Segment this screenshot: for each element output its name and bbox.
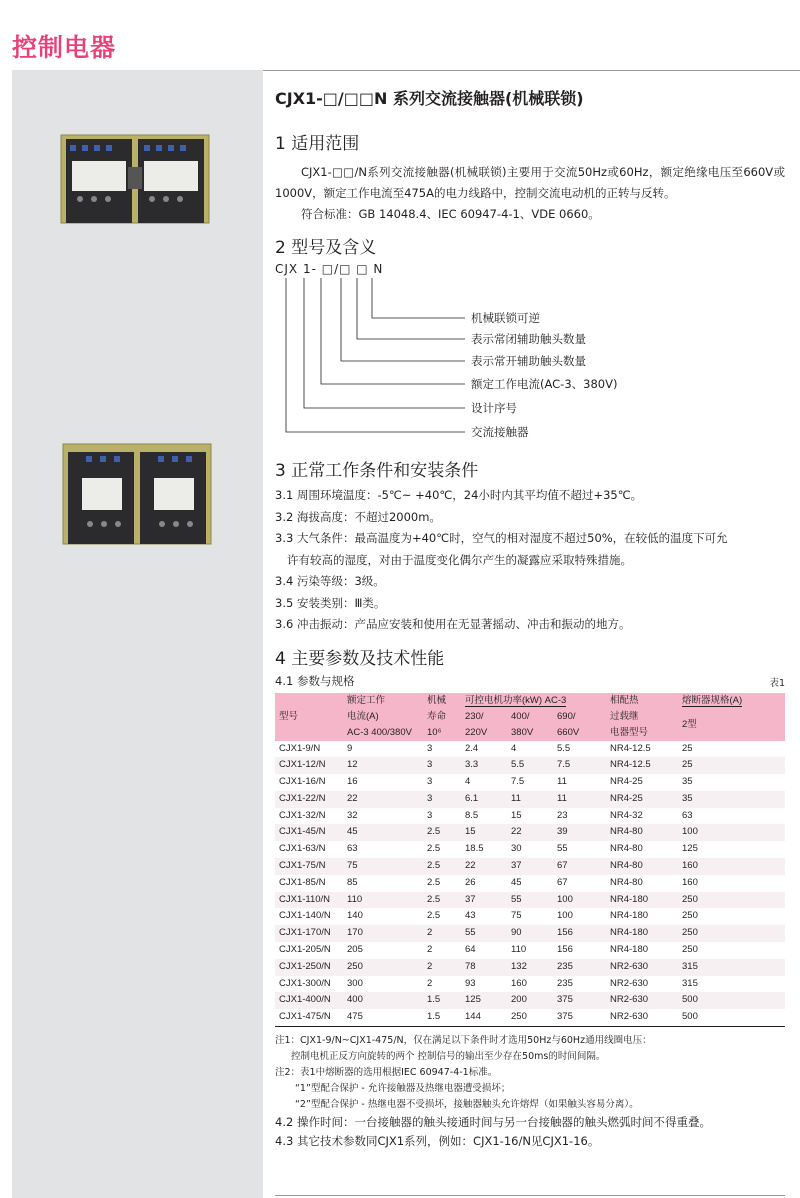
table-row <box>275 791 785 808</box>
cell-model: CJX1-85/N <box>279 876 326 888</box>
cell-current: 12 <box>343 757 423 774</box>
cell-fuse: 35 <box>682 776 693 788</box>
section-3-heading: 3 正常工作条件和安装条件 <box>275 461 479 481</box>
cell-p230: 55 <box>461 925 507 942</box>
legend-label-design-serial: 设计序号 <box>471 401 517 415</box>
cell-p230: 8.5 <box>465 809 479 821</box>
table-row <box>275 741 785 758</box>
cell-relay: NR4-80 <box>606 824 678 841</box>
cell-life: 1.5 <box>423 992 461 1009</box>
note-line: 注2：表1中熔断器的选用根据IEC 60947-4-1标准。 <box>275 1067 498 1079</box>
cell-fuse: 160 <box>682 876 698 888</box>
cell-fuse: 25 <box>678 757 785 774</box>
cell-p230: 78 <box>461 959 507 976</box>
cell-current: 32 <box>347 809 358 821</box>
cell-p400: 7.5 <box>511 776 525 788</box>
cell-p400: 132 <box>507 959 553 976</box>
table-row <box>275 959 785 976</box>
cell-model: CJX1-75/N <box>275 858 343 875</box>
cell-p690: 67 <box>557 876 568 888</box>
notes-block <box>275 1033 785 1113</box>
table-row <box>275 858 785 875</box>
page-category-title: 控制电器 <box>12 33 117 62</box>
cell-p690: 375 <box>553 1009 606 1026</box>
cell-p690: 156 <box>557 944 573 956</box>
cell-fuse: 25 <box>682 742 693 754</box>
cell-current: 16 <box>347 776 358 788</box>
section-1-heading: 1 适用范围 <box>275 134 360 154</box>
condition-item: 3.2 海拔高度：不超过2000m。 <box>275 509 441 524</box>
cell-fuse: 250 <box>678 925 785 942</box>
table-row <box>275 824 785 841</box>
cell-model: CJX1-300/N <box>279 977 331 989</box>
top-divider <box>263 70 800 71</box>
cell-relay: NR4-25 <box>610 776 643 788</box>
cell-relay: NR4-80 <box>606 858 678 875</box>
cell-p400: 160 <box>511 977 527 989</box>
cell-current: 475 <box>343 1009 423 1026</box>
product-photo-contactor-1 <box>58 127 212 229</box>
cell-model: CJX1-63/N <box>279 843 326 855</box>
cell-p690: 5.5 <box>557 742 571 754</box>
cell-p690: 235 <box>553 959 606 976</box>
cell-current: 205 <box>347 944 363 956</box>
table-row <box>275 942 785 959</box>
col-header-p400: 400/ <box>507 709 553 725</box>
cell-life: 2.5 <box>423 824 461 841</box>
cell-fuse: 160 <box>678 858 785 875</box>
cell-p690: 7.5 <box>553 757 606 774</box>
cell-p230: 18.5 <box>465 843 484 855</box>
col-header-current: 额定工作 <box>343 693 423 709</box>
subsection-4-1-heading: 4.1 参数与规格 <box>275 673 355 688</box>
cell-relay: NR2-630 <box>606 992 678 1009</box>
cell-p690: 156 <box>553 925 606 942</box>
cell-p400: 75 <box>511 910 522 922</box>
cell-current: 85 <box>347 876 358 888</box>
cell-current: 300 <box>347 977 363 989</box>
cell-model: CJX1-45/N <box>275 824 343 841</box>
cell-model: CJX1-9/N <box>279 742 321 754</box>
col-header-fuse-group <box>678 693 785 709</box>
cell-p400: 90 <box>507 925 553 942</box>
cell-model: CJX1-22/N <box>275 791 343 808</box>
cell-model: CJX1-110/N <box>275 892 343 909</box>
cell-p690: 375 <box>553 992 606 1009</box>
cell-life: 3 <box>427 809 433 821</box>
col-header-p380: 380V <box>507 725 553 741</box>
cell-life: 2 <box>427 944 433 956</box>
condition-item: 3.3 大气条件：最高温度为+40℃时，空气的相对湿度不超过50%，在较低的温度下可允 <box>275 531 728 545</box>
table-row <box>275 1009 785 1026</box>
item-4-2: 4.2 操作时间：一台接触器的触头接通时间与另一台接触器的触头燃弧时间不得重叠。 <box>275 1115 711 1130</box>
section-2-heading: 2 型号及含义 <box>275 238 377 258</box>
cell-relay: NR2-630 <box>606 959 678 976</box>
cell-relay: NR2-630 <box>610 977 649 989</box>
cell-p400: 5.5 <box>507 757 553 774</box>
cell-relay: NR4-180 <box>610 944 649 956</box>
cell-p230: 3.3 <box>461 757 507 774</box>
col-header-fuse-type: 2型 <box>678 709 785 741</box>
cell-model: CJX1-32/N <box>279 809 326 821</box>
legend-label-nc-contacts: 表示常闭辅助触头数量 <box>471 332 586 346</box>
cell-p230: 144 <box>461 1009 507 1026</box>
cell-fuse: 125 <box>682 843 698 855</box>
table-row <box>275 841 785 858</box>
cell-fuse: 250 <box>682 944 698 956</box>
cell-current: 170 <box>343 925 423 942</box>
cell-p400: 15 <box>511 809 522 821</box>
sidebar-panel <box>12 70 263 1198</box>
cell-p400: 250 <box>507 1009 553 1026</box>
cell-model: CJX1-170/N <box>275 925 343 942</box>
fuse-group-label: 熔断器规格(A) <box>682 694 743 706</box>
col-header-current-l3: AC-3 400/380V <box>343 725 423 741</box>
cell-p690: 23 <box>557 809 568 821</box>
cell-p690: 100 <box>557 910 573 922</box>
cell-current: 9 <box>347 742 353 754</box>
cell-relay: NR4-80 <box>610 843 643 855</box>
cell-fuse: 500 <box>678 1009 785 1026</box>
cell-current: 400 <box>343 992 423 1009</box>
spec-table-body <box>275 741 785 1027</box>
cell-p400: 200 <box>507 992 553 1009</box>
col-header-life: 机械 <box>423 693 461 709</box>
table-row <box>275 892 785 909</box>
table-row <box>275 774 785 791</box>
cell-p690: 55 <box>557 843 568 855</box>
condition-item: 3.4 污染等级：3级。 <box>275 574 385 588</box>
cell-p400: 55 <box>507 892 553 909</box>
cell-fuse: 500 <box>678 992 785 1009</box>
cell-p230: 26 <box>465 876 476 888</box>
cell-p400: 45 <box>511 876 522 888</box>
cell-life: 2 <box>423 959 461 976</box>
note-line: 控制电机正反方向旋转的两个 控制信号的输出至少存在50ms的时间间隔。 <box>291 1051 606 1063</box>
cell-life: 2.5 <box>427 876 441 888</box>
col-header-model: 型号 <box>275 693 343 741</box>
cell-relay: NR4-12.5 <box>606 757 678 774</box>
col-header-p660: 660V <box>553 725 606 741</box>
legend-label-ac-contactor: 交流接触器 <box>471 425 529 439</box>
section-4-heading: 4 主要参数及技术性能 <box>275 648 445 669</box>
cell-fuse: 315 <box>678 959 785 976</box>
cell-current: 140 <box>347 910 363 922</box>
note-line: “2”型配合保护 - 热继电器不受损坏，接触器触头允许熔焊（如果触头容易分离）。 <box>295 1099 639 1111</box>
model-code-diagram <box>275 262 785 452</box>
cell-p400: 110 <box>511 944 527 956</box>
item-4-3: 4.3 其它技术参数同CJX1系列，例如：CJX1-16/N见CJX1-16。 <box>275 1134 600 1149</box>
cell-life: 3 <box>423 791 461 808</box>
cell-p230: 93 <box>465 977 476 989</box>
col-header-relay-l2: 过载继 <box>606 709 678 725</box>
col-header-relay-l3: 电器型号 <box>606 725 678 741</box>
table-number: 表1 <box>769 677 785 689</box>
note-line: “1”型配合保护 - 允许接触器及热继电器遭受损坏； <box>295 1083 511 1095</box>
table-caption-row <box>275 673 785 689</box>
table-row <box>275 925 785 942</box>
cell-model: CJX1-250/N <box>275 959 343 976</box>
cell-model: CJX1-16/N <box>279 776 326 788</box>
cell-fuse: 250 <box>678 892 785 909</box>
cell-relay: NR4-80 <box>610 876 643 888</box>
cell-p400: 37 <box>507 858 553 875</box>
table-row <box>275 875 785 892</box>
cell-p400: 22 <box>507 824 553 841</box>
power-group-label: 可控电机功率(kW) AC-3 <box>465 694 567 706</box>
model-code: CJX 1- □/□ □ N <box>275 262 384 276</box>
col-header-life-l2: 寿命 <box>423 709 461 725</box>
table-header-row <box>275 693 785 709</box>
cell-model: CJX1-140/N <box>279 910 331 922</box>
col-header-p220: 220V <box>461 725 507 741</box>
cell-p230: 6.1 <box>461 791 507 808</box>
col-header-relay: 相配热 <box>606 693 678 709</box>
cell-p230: 43 <box>465 910 476 922</box>
cell-p230: 15 <box>461 824 507 841</box>
cell-fuse: 315 <box>682 977 698 989</box>
cell-current: 22 <box>343 791 423 808</box>
cell-p230: 64 <box>465 944 476 956</box>
cell-fuse: 35 <box>678 791 785 808</box>
cell-fuse: 100 <box>678 824 785 841</box>
document-title: CJX1-□/□□N 系列交流接触器(机械联锁) <box>275 89 584 108</box>
bottom-divider <box>275 1195 785 1196</box>
cell-model: CJX1-475/N <box>275 1009 343 1026</box>
cell-life: 2.5 <box>423 858 461 875</box>
table-row <box>275 808 785 825</box>
cell-current: 75 <box>343 858 423 875</box>
cell-p230: 22 <box>461 858 507 875</box>
cell-p400: 11 <box>507 791 553 808</box>
cell-model: CJX1-205/N <box>279 944 331 956</box>
cell-model: CJX1-12/N <box>275 757 343 774</box>
cell-p230: 37 <box>461 892 507 909</box>
legend-label-rated-current: 额定工作电流(AC-3、380V) <box>471 377 618 391</box>
condition-item: 3.6 冲击振动：产品应安装和使用在无显著摇动、冲击和振动的地方。 <box>275 617 631 631</box>
legend-label-no-contacts: 表示常开辅助触头数量 <box>471 354 586 368</box>
main-content <box>275 80 785 1151</box>
condition-item: 3.5 安装类别：Ⅲ类。 <box>275 595 386 610</box>
cell-relay: NR4-32 <box>610 809 643 821</box>
col-header-p230: 230/ <box>461 709 507 725</box>
section-1-paragraph: CJX1-□□/N系列交流接触器(机械联锁)主要用于交流50Hz或60Hz，额定绝缘电压至660V或1000V，额定工作电流至475A的电力线路中，控制交流电动机的正转与反转。 <box>275 165 785 200</box>
table-header-row <box>275 709 785 725</box>
cell-life: 2 <box>423 925 461 942</box>
cell-life: 2 <box>427 977 433 989</box>
table-row <box>275 908 785 925</box>
cell-life: 2.5 <box>423 892 461 909</box>
cell-life: 2.5 <box>427 910 441 922</box>
cell-relay: NR4-12.5 <box>610 742 651 754</box>
cell-p230: 4 <box>465 776 471 788</box>
note-line: 注1：CJX1-9/N~CJX1-475/N，仅在满足以下条件时才选用50Hz与60Hz通用线圈电压： <box>275 1035 652 1047</box>
cell-p400: 4 <box>511 742 517 754</box>
cell-p690: 100 <box>553 892 606 909</box>
condition-item: 3.1 周围环境温度：-5℃~ +40℃，24小时内其平均值不超过+35℃。 <box>275 488 643 502</box>
product-photo-contactor-2 <box>60 438 214 550</box>
condition-item-continued: 许有较高的湿度，对由于温度变化偶尔产生的凝露应采取特殊措施。 <box>287 552 632 567</box>
cell-current: 250 <box>343 959 423 976</box>
col-header-life-l3: 10⁶ <box>423 725 461 741</box>
table-row <box>275 992 785 1009</box>
cell-current: 63 <box>347 843 358 855</box>
cell-fuse: 63 <box>682 809 693 821</box>
cell-relay: NR2-630 <box>606 1009 678 1026</box>
col-header-power-group <box>461 693 606 709</box>
table-row <box>275 976 785 993</box>
cell-relay: NR4-25 <box>606 791 678 808</box>
cell-p230: 2.4 <box>465 742 479 754</box>
cell-p690: 67 <box>553 858 606 875</box>
cell-p690: 39 <box>553 824 606 841</box>
cell-life: 1.5 <box>423 1009 461 1026</box>
cell-life: 3 <box>423 757 461 774</box>
cell-current: 45 <box>343 824 423 841</box>
cell-life: 3 <box>427 776 433 788</box>
cell-p230: 125 <box>461 992 507 1009</box>
legend-label-interlock: 机械联锁可逆 <box>471 311 540 325</box>
spec-table <box>275 693 785 1028</box>
col-header-current-l2: 电流(A) <box>343 709 423 725</box>
cell-life: 3 <box>427 742 433 754</box>
cell-relay: NR4-180 <box>610 910 649 922</box>
col-header-p690: 690/ <box>553 709 606 725</box>
section-1-standards: 符合标准：GB 14048.4、IEC 60947-4-1、VDE 0660。 <box>301 207 600 221</box>
cell-p690: 11 <box>553 791 606 808</box>
cell-model: CJX1-400/N <box>275 992 343 1009</box>
cell-p690: 235 <box>557 977 573 989</box>
cell-p400: 30 <box>511 843 522 855</box>
cell-p690: 11 <box>557 776 567 788</box>
cell-relay: NR4-180 <box>606 925 678 942</box>
cell-fuse: 250 <box>682 910 698 922</box>
cell-life: 2.5 <box>427 843 441 855</box>
cell-current: 110 <box>343 892 423 909</box>
cell-relay: NR4-180 <box>606 892 678 909</box>
table-row <box>275 757 785 774</box>
